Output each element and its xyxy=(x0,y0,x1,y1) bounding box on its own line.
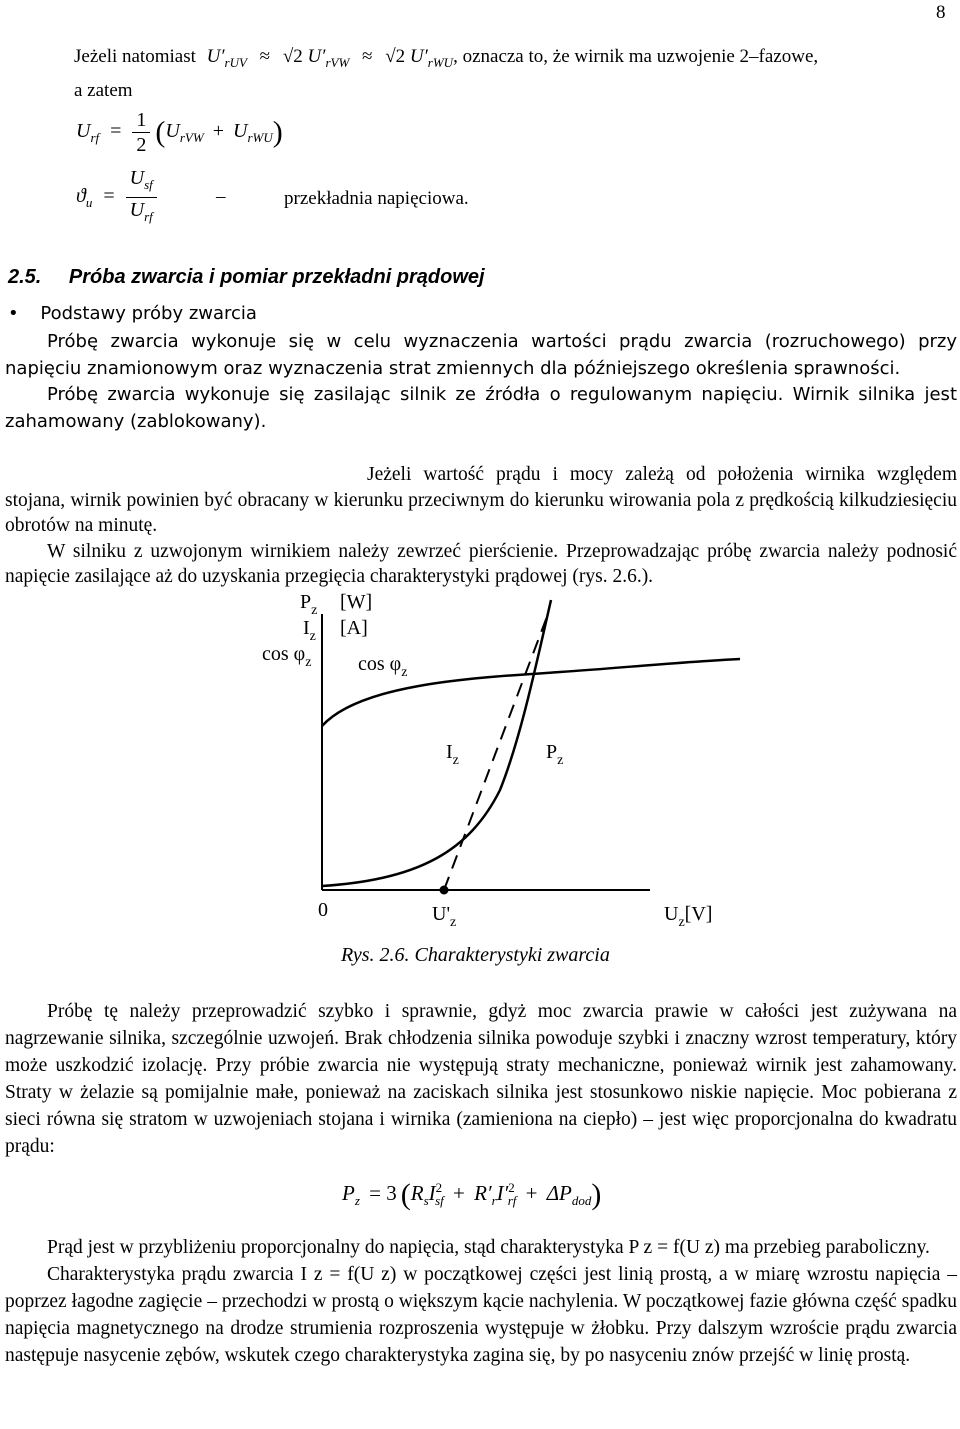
f2-eq: = xyxy=(103,185,115,208)
f3-close: ) xyxy=(591,1178,602,1211)
coef-2: √2 xyxy=(385,46,406,67)
y-label-cos-sym: cos φ xyxy=(262,643,306,665)
curve-label-cos xyxy=(358,653,407,680)
curve-label-p-sub: z xyxy=(557,753,564,768)
f1-lhs-sub: rf xyxy=(90,130,100,146)
f1-den: 2 xyxy=(136,134,147,156)
paragraph-top-2: Próbę zwarcia wykonuje się zasilając silnik ze źródła o regulowanym napięciu. Wirnik silnika jest zahamowany (zablokowany). xyxy=(5,384,957,432)
p-curve xyxy=(322,600,551,886)
f3-t3: ΔP xyxy=(546,1180,572,1205)
f3-plus-2: + xyxy=(525,1180,538,1205)
section-number: 2.5. xyxy=(8,266,42,288)
paragraph-after-text: Próbę tę należy przeprowadzić szybko i sprawnie, gdyż moc zwarcia prawie w całości jest zużywana na nagrzewanie silnika, szczególnie uzwojeń. Brak chłodzenia silnika powoduje szybki i znaczny wzrost temperatury, który może uszkodzić izolację. Przy próbie zwarcia nie występują straty mechaniczne, ponieważ wirnik jest zahamowany. Straty w żelazie są pomijalnie małe, ponieważ na zaciskach silnika jest stosunkowo niskie napięcie. Moc pobierana z sieci równa się stratom w uzwojeniach stojana i wirnika (zamieniona na ciepło) – jest więc proporcjonalna do kwadratu prądu: xyxy=(5,1001,957,1157)
f2-den-sub: rf xyxy=(144,209,153,224)
i-dashed-line xyxy=(444,614,548,890)
intro-line xyxy=(74,46,818,71)
f2-den xyxy=(126,198,157,229)
paragraph-mid-1: Jeżeli wartość prądu i mocy zależą od położenia wirnika względem stojana, wirnik powinien być obracany w kierunku przeciwnym do kierunku wirowania pola z prędkością kilkudziesięciu obrotów na minutę. xyxy=(5,464,957,536)
approx-symbol-2: ≈ xyxy=(362,46,373,67)
curve-label-p-sym: P xyxy=(546,741,558,763)
paragraph-end-2: Charakterystyka prądu zwarcia I z = f(U z) w początkowej części jest linią prostą, a w miarę wzrostu napięcia – poprzez łagodne zagięcie – przechodzi w prostą o większym kącie nachylenia. W początkowej fazie główna część spadku napięcia magnetycznego na drodze strumienia rozproszenia występuje w żłobku. Przy dalszym wzroście prądu zwarcia następuje nasycenie zębów, wskutek czego charakterystyka zagina się, by po nasyceniu znów przejść w linię prostą. xyxy=(5,1264,957,1366)
curve-label-i xyxy=(446,741,459,768)
f3-lhs: P xyxy=(342,1180,355,1205)
f3-t1b-sub: sf xyxy=(435,1193,444,1208)
intro-suffix: , oznacza to, że wirnik ma uzwojenie 2–fazowe, xyxy=(453,46,819,67)
f3-t2b-sup: 2 xyxy=(508,1179,515,1195)
f3-lhs-sub: z xyxy=(354,1193,360,1208)
bullet-heading xyxy=(8,303,257,324)
bullet-title: Podstawy próby zwarcia xyxy=(40,303,257,324)
x-mark-sym: U' xyxy=(432,903,451,925)
f2-fraction xyxy=(126,166,157,229)
paragraph-top-1: Próbę zwarcia wykonuje się w celu wyznaczenia wartości prądu zwarcia (rozruchowego) przy napięciu znamionowym oraz wyznaczenia strat zmiennych dla późniejszego określenia sprawności. xyxy=(5,331,957,379)
coef-1: √2 xyxy=(282,46,303,67)
page-number: 8 xyxy=(936,2,946,23)
f3-open: ( xyxy=(400,1178,411,1211)
y-label-cos-sub: z xyxy=(305,655,312,670)
paragraph-mid-2: W silniku z uzwojonym wirnikiem należy zewrzeć pierścienie. Przeprowadzając próbę zwarcia należy podnosić napięcie zasilające aż do uzyskania przegięcia charakterystyki prądowej (rys. 2.6.). xyxy=(5,540,957,587)
f3-t1-sub: s xyxy=(423,1193,429,1208)
eq-u-vw-sub: rVW xyxy=(325,54,350,70)
f3-t1: R xyxy=(410,1180,424,1205)
f3-eq: = 3 xyxy=(369,1180,397,1205)
f1-plus: + xyxy=(212,120,224,143)
f1-open: ( xyxy=(155,115,166,149)
f1-close: ) xyxy=(272,115,283,149)
f3-t1b: I xyxy=(428,1180,436,1205)
paragraph-end-1: Prąd jest w przybliżeniu proporcjonalny do napięcia, stąd charakterystyka P z = f(U z) ma przebieg paraboliczny. xyxy=(47,1237,930,1258)
x-axis-label-sym: U xyxy=(664,903,679,925)
f1-t1-sub: rVW xyxy=(179,130,204,146)
curve-label-p xyxy=(546,741,563,768)
f3-plus-1: + xyxy=(453,1180,465,1205)
paragraphs-mid xyxy=(5,462,957,590)
f3-t1b-sup: 2 xyxy=(435,1179,443,1195)
intro-line-2: a zatem xyxy=(74,80,133,101)
formula-urf xyxy=(76,108,283,157)
x-axis-label-sub: z xyxy=(678,915,685,930)
f2-den-sym: U xyxy=(129,199,145,221)
y-unit-w: [W] xyxy=(340,591,373,613)
y-label-p-sub: z xyxy=(311,603,318,618)
f3-t2-sub: r xyxy=(491,1193,497,1208)
figure-short-circuit-characteristics xyxy=(0,580,960,980)
eq-u-uv: U′ xyxy=(206,46,225,67)
f1-t1: U xyxy=(165,120,180,143)
eq-u-wu: U′ xyxy=(409,46,428,67)
y-label-i xyxy=(303,617,316,644)
intro-prefix: Jeżeli natomiast xyxy=(74,46,196,67)
y-label-i-sub: z xyxy=(309,629,316,644)
x-mark-label xyxy=(432,903,456,930)
f1-num: 1 xyxy=(132,108,150,133)
section-title: Próba zwarcia i pomiar przekładni prądowej xyxy=(68,266,485,288)
y-label-cos xyxy=(262,643,311,670)
f2-lhs-sub: u xyxy=(85,195,93,211)
curve-label-i-sym: I xyxy=(446,741,453,763)
approx-symbol-1: ≈ xyxy=(259,46,271,67)
figure-caption: Rys. 2.6. Charakterystyki zwarcia xyxy=(341,944,610,966)
section-heading xyxy=(8,266,485,289)
curve-label-i-sub: z xyxy=(452,753,459,768)
f3-t3-sub: dod xyxy=(571,1193,592,1208)
f2-num xyxy=(126,166,157,198)
f2-num-sub: sf xyxy=(144,177,153,192)
f3-t2: R′ xyxy=(474,1180,492,1205)
f2-lhs: ϑ xyxy=(76,185,86,208)
u-prime-marker xyxy=(440,886,449,895)
y-label-p-sym: P xyxy=(300,591,312,613)
paragraphs-top xyxy=(5,329,957,435)
y-unit-a: [A] xyxy=(340,617,368,639)
x-axis-label xyxy=(664,903,712,930)
formula-power xyxy=(342,1178,601,1212)
f2-dash: – xyxy=(216,186,226,207)
curve-label-cos-sub: z xyxy=(401,665,408,680)
f1-lhs: U xyxy=(76,120,91,143)
f2-num-sym: U xyxy=(129,167,145,189)
paragraph-after xyxy=(5,998,957,1160)
y-label-p xyxy=(300,591,317,618)
curve-label-cos-sym: cos φ xyxy=(358,653,402,675)
bullet-symbol: • xyxy=(8,303,19,324)
eq-u-uv-sub: rUV xyxy=(224,54,247,70)
eq-u-vw: U′ xyxy=(307,46,326,67)
f3-t2b: I′ xyxy=(496,1180,509,1205)
formula-ratio xyxy=(76,166,157,229)
x-mark-sub: z xyxy=(450,915,457,930)
f3-t2b-sub: rf xyxy=(507,1193,517,1208)
f1-eq: = xyxy=(110,120,122,143)
y-label-i-sym: I xyxy=(303,617,310,639)
f1-fraction xyxy=(132,108,150,157)
eq-u-wu-sub: rWU xyxy=(427,54,454,70)
x-axis-unit: [V] xyxy=(684,903,713,925)
f1-t2-sub: rWU xyxy=(247,130,273,146)
f1-t2: U xyxy=(232,120,248,143)
f2-desc: przekładnia napięciowa. xyxy=(284,188,469,209)
paragraphs-end xyxy=(5,1234,957,1369)
x-origin-label: 0 xyxy=(318,899,328,921)
